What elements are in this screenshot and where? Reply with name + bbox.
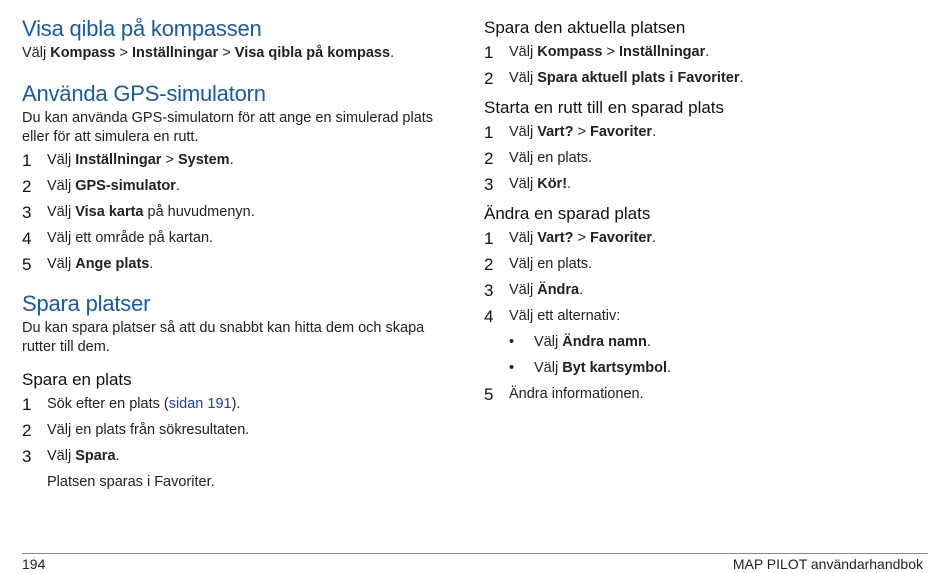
gps-step: 2 Välj GPS-simulator.: [22, 176, 180, 196]
gps-step: 4 Välj ett område på kartan.: [22, 228, 214, 248]
route-step: 2 Välj en plats.: [484, 148, 593, 168]
heading-qibla: Visa qibla på kompassen: [22, 16, 262, 41]
page-link[interactable]: sidan 191: [168, 395, 232, 412]
heading-save-places: Spara platser: [22, 291, 151, 316]
edit-bullet: • Välj Ändra namn.: [509, 333, 651, 350]
subheading-save-place: Spara en plats: [22, 370, 132, 389]
edit-bullet: • Välj Byt kartsymbol.: [509, 359, 672, 376]
edit-step: 1 Välj Vart? > Favoriter.: [484, 228, 657, 248]
save-step: 3 Välj Spara.: [22, 446, 120, 466]
manual-title: MAP PILOT användarhandbok: [732, 556, 923, 572]
current-step: 2 Välj Spara aktuell plats i Favoriter.: [484, 68, 744, 88]
save-step: 2 Välj en plats från sökresultaten.: [22, 420, 250, 440]
left-column: [22, 14, 442, 495]
gps-step: 5 Välj Ange plats.: [22, 254, 154, 274]
current-step: 1 Välj Kompass > Inställningar.: [484, 42, 710, 62]
save-description: Du kan spara platser så att du snabbt kan hitta dem och skapa rutter till dem.: [22, 320, 425, 355]
heading-gps-simulator: Använda GPS-simulatorn: [22, 81, 266, 106]
qibla-instruction: Välj Kompass > Inställningar > Visa qibla på kompass.: [22, 45, 395, 61]
edit-step: 4 Välj ett alternativ:: [484, 306, 621, 326]
route-step: 3 Välj Kör!.: [484, 174, 572, 194]
right-column: [484, 17, 924, 407]
gps-description: Du kan använda GPS-simulatorn för att ange en simulerad plats eller för att simulera en rutt.: [22, 110, 434, 145]
gps-step: 1 Välj Inställningar > System.: [22, 150, 234, 170]
route-step: 1 Välj Vart? > Favoriter.: [484, 122, 657, 142]
subheading-start-route: Starta en rutt till en sparad plats: [484, 98, 725, 117]
save-note: Platsen sparas i Favoriter.: [47, 473, 215, 490]
page-number: 194: [22, 556, 46, 572]
edit-step: 3 Välj Ändra.: [484, 280, 584, 300]
footer-divider: [22, 553, 928, 554]
gps-step: 3 Välj Visa karta på huvudmenyn.: [22, 202, 255, 222]
edit-step: 5 Ändra informationen.: [484, 384, 644, 404]
save-step: 1 Sök efter en plats (sidan 191).: [22, 394, 241, 414]
subheading-edit-place: Ändra en sparad plats: [484, 204, 651, 223]
subheading-save-current: Spara den aktuella platsen: [484, 18, 686, 37]
edit-step: 2 Välj en plats.: [484, 254, 593, 274]
